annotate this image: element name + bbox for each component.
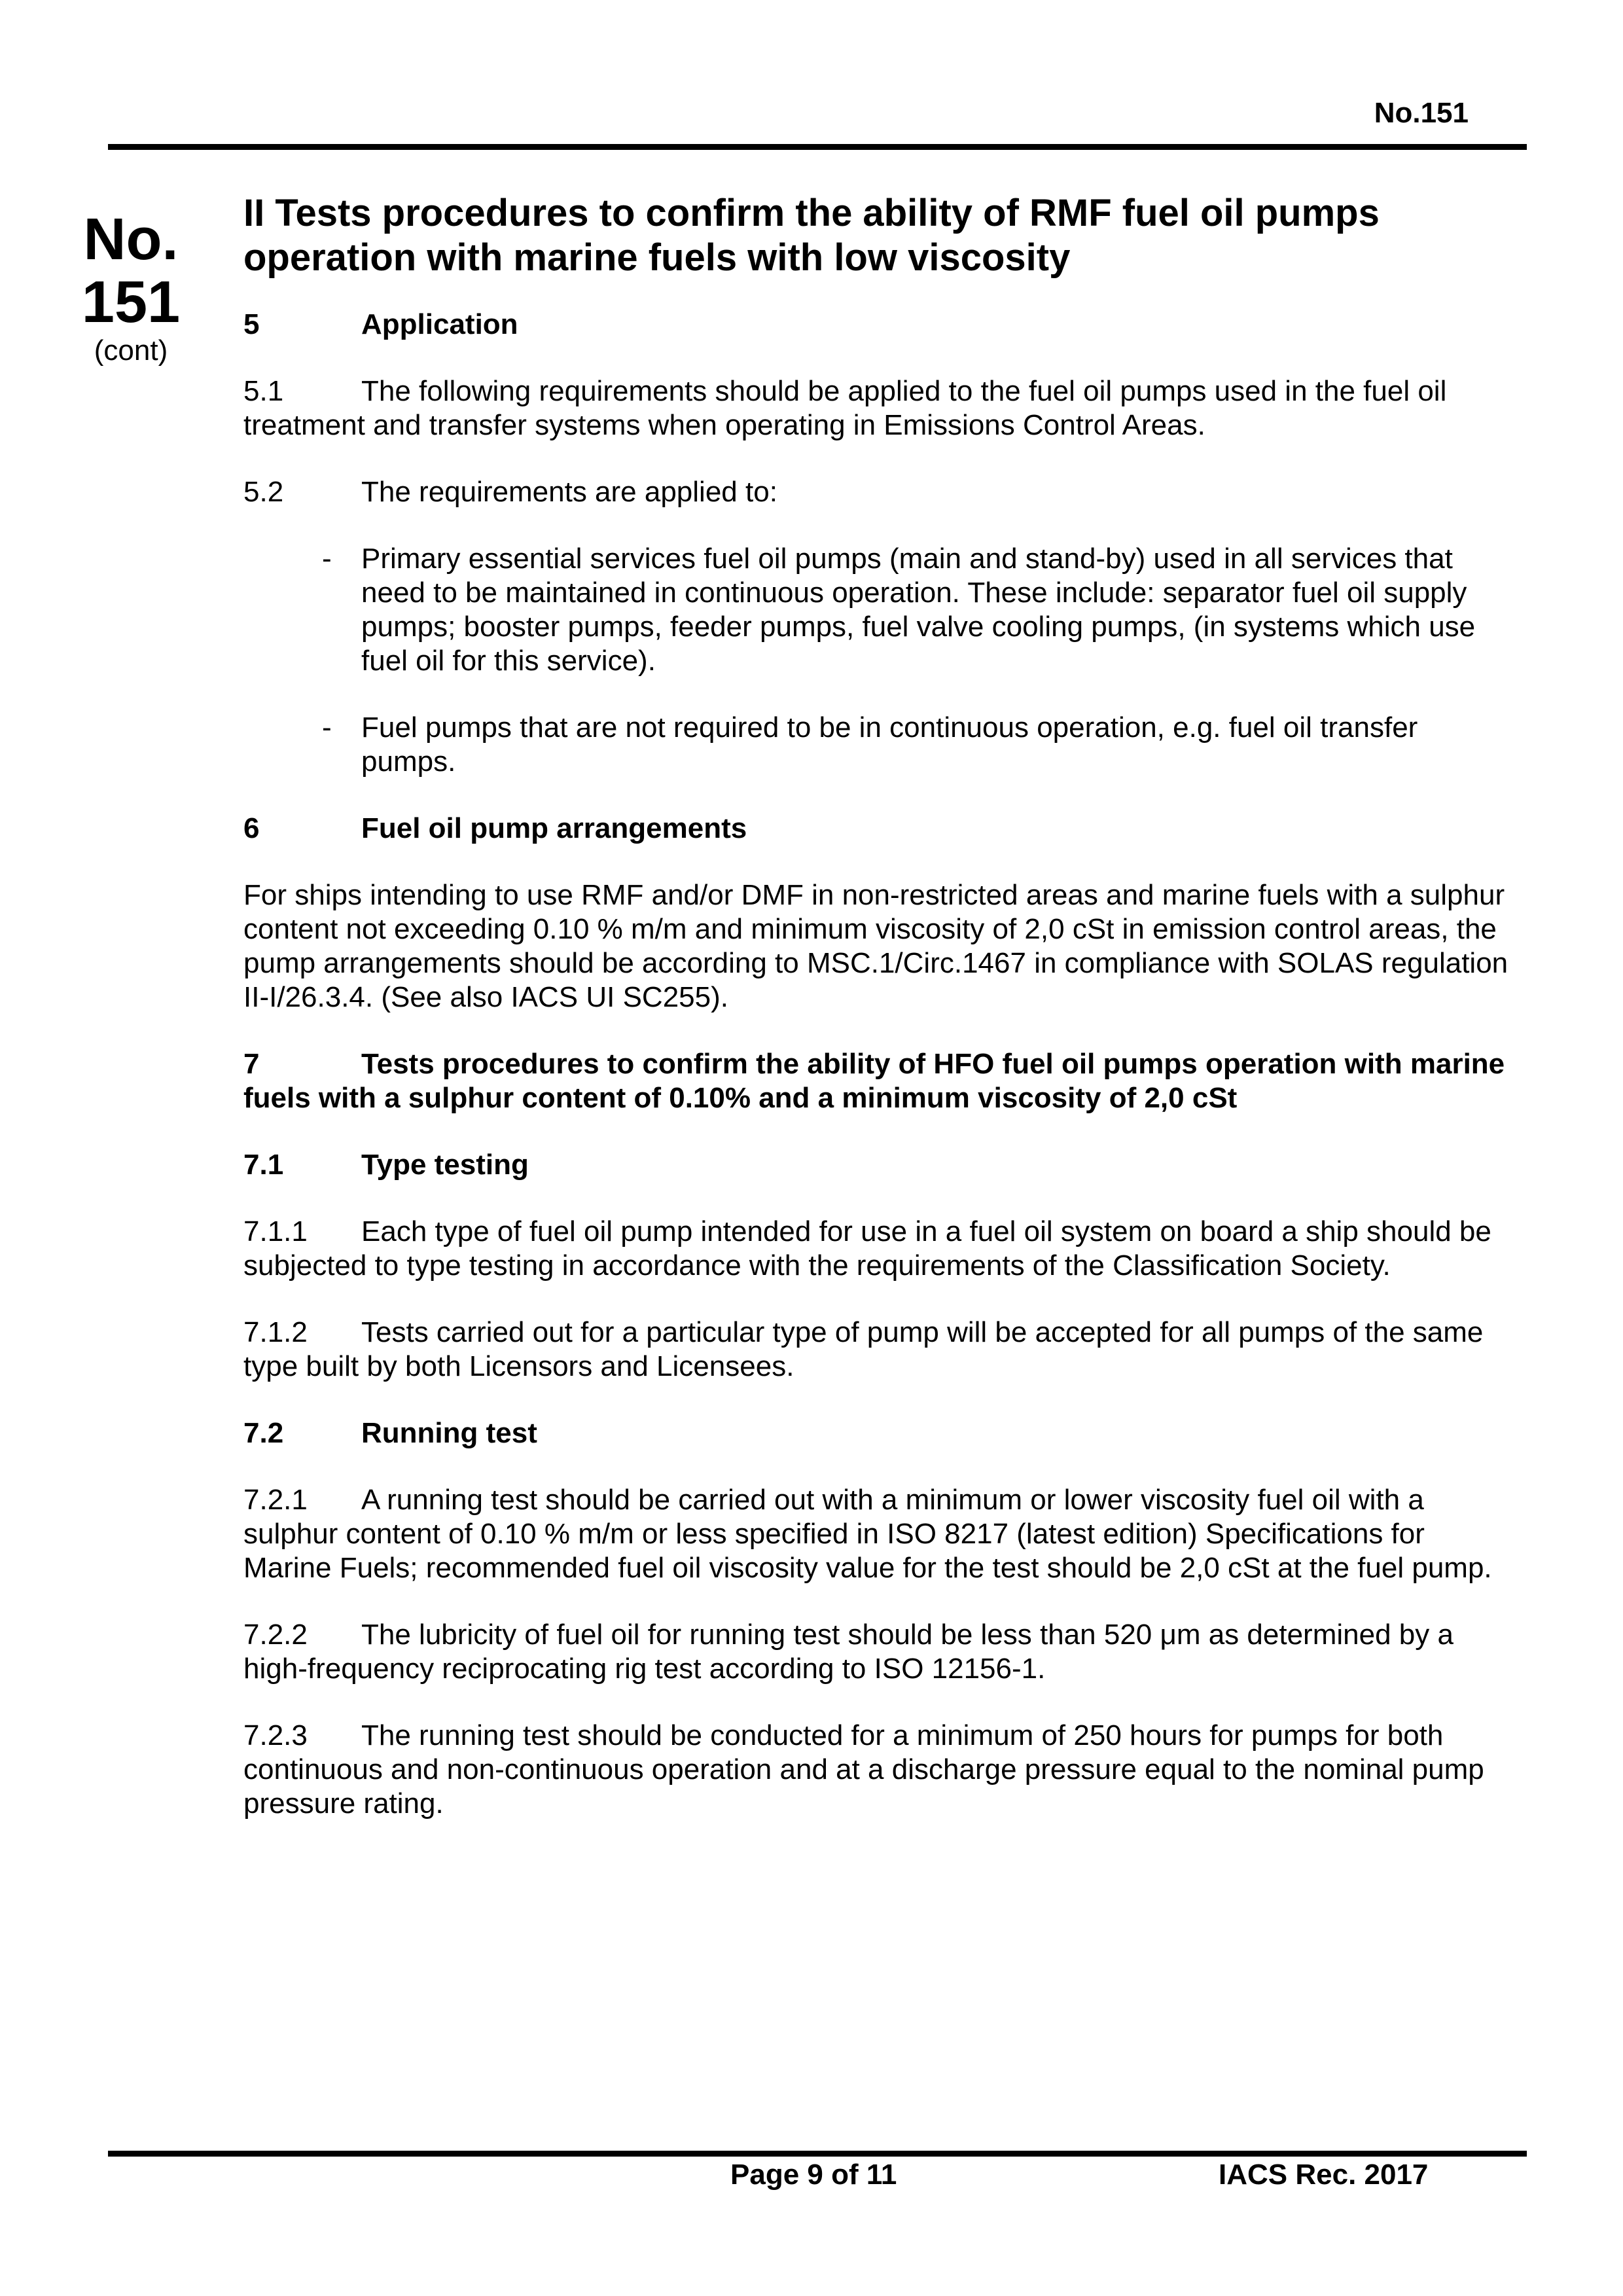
section-6-text: For ships intending to use RMF and/or DMF in non-restricted areas and marine fuels with a sulphur content not exceeding 0.10 % m/m and minimum viscosity of 2,0 cSt in emission control areas, the pump arrangements should be according to MSC.1/Circ.1467 in compliance with SOLAS regulation II-I/26.3.4. (See also IACS UI SC255).	[243, 879, 1508, 1013]
paragraph-5-1	[243, 374, 1513, 442]
paragraph-text: The lubricity of fuel oil for running test should be less than 520 μm as determined by a high-frequency reciprocating rig test according to ISO 12156-1.	[243, 1619, 1454, 1685]
paragraph-7-1-1	[243, 1215, 1513, 1283]
paragraph-text: The following requirements should be applied to the fuel oil pumps used in the fuel oil treatment and transfer systems when operating in Emissions Control Areas.	[243, 375, 1447, 441]
paragraph-number: 7.1.2	[243, 1316, 308, 1348]
paragraph-7-2-2	[243, 1618, 1513, 1686]
paragraph-7-2-3	[243, 1719, 1513, 1821]
section-7-1-heading	[243, 1148, 1513, 1182]
side-cont-label: (cont)	[94, 334, 168, 367]
list-item	[243, 542, 1513, 678]
section-title: Fuel oil pump arrangements	[361, 812, 747, 844]
section-5-heading	[243, 308, 1513, 342]
section-title: Application	[361, 308, 518, 340]
paragraph-text: Each type of fuel oil pump intended for use in a fuel oil system on board a ship should be subjected to type testing in accordance with the requirements of the Classification Society.	[243, 1215, 1491, 1282]
paragraph-number: 7.2.1	[243, 1484, 308, 1516]
section-title: Type testing	[361, 1149, 529, 1181]
header-document-number: No.151	[1374, 97, 1469, 129]
paragraph-7-1-2	[243, 1316, 1513, 1384]
section-number: 5	[243, 308, 260, 340]
section-number: 7	[243, 1048, 260, 1080]
section-title: Running test	[361, 1417, 537, 1449]
paragraph-number: 7.1.1	[243, 1215, 308, 1247]
section-title: Tests procedures to confirm the ability of HFO fuel oil pumps operation with marine fuels with a sulphur content of 0.10% and a minimum viscosity of 2,0 cSt	[243, 1048, 1505, 1114]
bullet-text: Primary essential services fuel oil pumps (main and stand-by) used in all services that need to be maintained in continuous operation. These include: separator fuel oil supply pumps; booster pumps, feeder pumps, fuel valve cooling pumps, (in systems which use fuel oil for this service).	[361, 543, 1476, 677]
side-label	[79, 208, 183, 368]
paragraph-number: 7.2.3	[243, 1719, 308, 1751]
section-number: 7.2	[243, 1417, 284, 1449]
page-title: II Tests procedures to confirm the ability of RMF fuel oil pumps operation with marine fuels with low viscosity	[243, 192, 1380, 279]
paragraph-number: 5.1	[243, 375, 284, 407]
paragraph-number: 5.2	[243, 476, 284, 508]
bullet-list	[243, 542, 1513, 779]
side-no-label: No.	[83, 207, 179, 272]
paragraph-text: Tests carried out for a particular type of pump will be accepted for all pumps of the same type built by both Licensors and Licensees.	[243, 1316, 1484, 1382]
page-number: Page 9 of 11	[730, 2159, 897, 2191]
list-item	[243, 711, 1513, 779]
section-number: 7.1	[243, 1149, 284, 1181]
footer-rule	[108, 2151, 1527, 2157]
paragraph-7-2-1	[243, 1483, 1513, 1585]
section-6-heading	[243, 812, 1513, 846]
paragraph-text: The running test should be conducted for a minimum of 250 hours for pumps for both continuous and non-continuous operation and at a discharge pressure equal to the nominal pump pressure rating.	[243, 1719, 1484, 1820]
bullet-text: Fuel pumps that are not required to be in continuous operation, e.g. fuel oil transfer pumps.	[361, 711, 1418, 778]
document-body	[243, 191, 1513, 1854]
document-reference: IACS Rec. 2017	[1219, 2159, 1429, 2191]
section-7-heading	[243, 1047, 1513, 1115]
paragraph-number: 7.2.2	[243, 1619, 308, 1651]
paragraph-text: A running test should be carried out with a minimum or lower viscosity fuel oil with a sulphur content of 0.10 % m/m or less specified in ISO 8217 (latest edition) Specifications for Marine Fuels; recommended fuel oil viscosity value for the test should be 2,0 cSt at the fuel pump.	[243, 1484, 1492, 1584]
section-number: 6	[243, 812, 260, 844]
section-7-2-heading	[243, 1416, 1513, 1450]
paragraph-text: The requirements are applied to:	[361, 476, 777, 508]
header-rule	[108, 144, 1527, 150]
paragraph-5-2	[243, 475, 1513, 509]
side-number: 151	[81, 270, 181, 335]
bullet-dash: -	[322, 543, 332, 575]
bullet-dash: -	[322, 711, 332, 744]
